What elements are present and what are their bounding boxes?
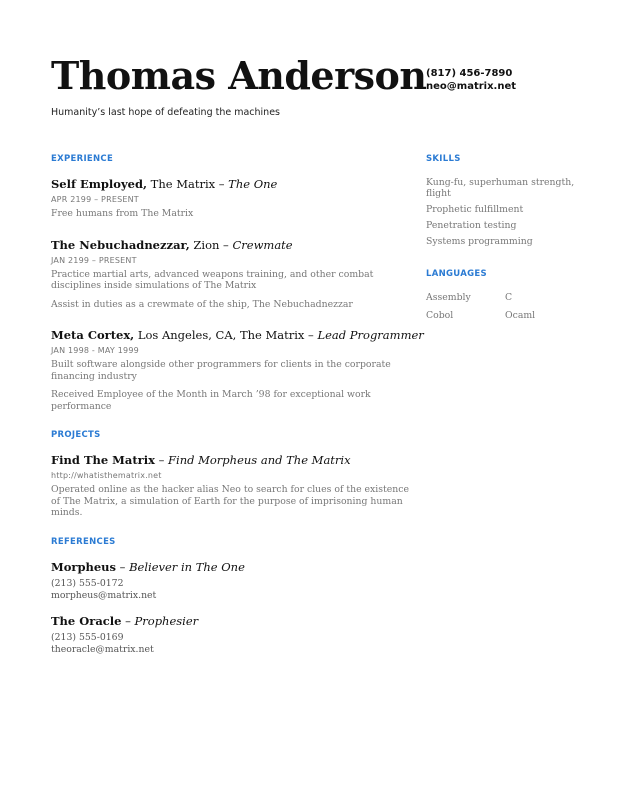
candidate-name: Thomas Anderson: [51, 53, 427, 98]
skill-item: Prophetic fulfillment: [426, 204, 524, 215]
reference-role: Prophesier: [134, 613, 199, 628]
entry-description: Built software alongside other programmers for clients in the corporate financing industry: [51, 359, 391, 382]
entry-heading: [51, 560, 411, 575]
entry-heading: [51, 328, 424, 343]
reference-name: Morpheus: [51, 559, 117, 574]
entry-dash: –: [116, 559, 130, 574]
entry-description: Free humans from The Matrix: [51, 208, 194, 219]
languages-heading: LANGUAGES: [426, 269, 487, 279]
entry-date: JAN 2199 – PRESENT: [51, 255, 137, 265]
entry-role: Lead Programmer: [317, 328, 424, 342]
skill-item: Penetration testing: [426, 220, 517, 231]
phone-number: (817) 456-7890: [426, 68, 513, 79]
entry-dash: –: [219, 237, 233, 252]
entry-dash: –: [154, 453, 169, 467]
reference-name: The Oracle: [51, 613, 122, 628]
tagline: Humanity’s last hope of defeating the machines: [51, 107, 281, 118]
experience-entry: [51, 238, 411, 311]
experience-heading: EXPERIENCE: [51, 154, 114, 164]
entry-date: APR 2199 – PRESENT: [51, 195, 139, 204]
skill-item: Systems programming: [426, 236, 533, 247]
reference-role: Believer in The One: [129, 559, 245, 574]
entry-org: The Nebuchadnezzar,: [51, 237, 190, 252]
entry-location: Los Angeles, CA, The Matrix: [134, 328, 305, 342]
references-heading: REFERENCES: [51, 536, 116, 547]
side-column: [426, 154, 586, 322]
project-entry: [51, 453, 411, 519]
entry-org: Self Employed,: [51, 177, 147, 191]
entry-heading: [51, 177, 411, 192]
language-item: Ocaml: [505, 310, 536, 321]
reference-phone: (213) 555-0169: [51, 631, 124, 643]
project-role: Find Morpheus and The Matrix: [168, 453, 351, 467]
entry-dash: –: [215, 177, 229, 191]
reference-phone: (213) 555-0172: [51, 577, 124, 589]
entry-description: Practice martial arts, advanced weapons training, and other combat disciplines inside simulations of The Matrix: [51, 268, 374, 291]
entry-dash: –: [121, 613, 135, 628]
entry-location: The Matrix: [147, 177, 216, 191]
reference-entry: [51, 614, 411, 656]
language-item: Cobol: [426, 310, 454, 321]
skill-item: Kung-fu, superhuman strength, flight: [426, 177, 575, 199]
reference-entry: [51, 560, 411, 602]
projects-heading: PROJECTS: [51, 430, 101, 440]
entry-location: Zion: [189, 237, 220, 252]
reference-email[interactable]: theoracle@matrix.net: [51, 643, 154, 655]
email-address: neo@matrix.net: [426, 81, 517, 92]
entry-role: The One: [228, 177, 278, 191]
entry-role: Crewmate: [232, 237, 293, 252]
main-column: [51, 154, 424, 674]
entry-dash: –: [304, 328, 318, 342]
entry-description: Received Employee of the Month in March ’98 for exceptional work performance: [51, 389, 371, 412]
project-name: Find The Matrix: [51, 453, 155, 467]
experience-entry: [51, 328, 424, 412]
entry-heading: [51, 614, 411, 629]
project-url[interactable]: http://whatisthematrix.net: [51, 471, 162, 480]
project-description: Operated online as the hacker alias Neo to search for clues of the existence of The Matrix, a simulation of Earth for the purpose of imprisoning human minds.: [51, 484, 409, 518]
entry-description: Assist in duties as a crewmate of the ship, The Nebuchadnezzar: [51, 298, 353, 310]
contact-info: [426, 67, 516, 93]
reference-email[interactable]: morpheus@matrix.net: [51, 589, 157, 601]
entry-heading: [51, 238, 411, 253]
entry-heading: [51, 453, 411, 468]
languages-list: [426, 292, 586, 322]
entry-org: Meta Cortex,: [51, 328, 135, 342]
language-item: Assembly: [426, 292, 471, 303]
skills-heading: SKILLS: [426, 154, 461, 164]
skills-list: [426, 177, 586, 247]
entry-date: JAN 1998 - MAY 1999: [51, 346, 139, 355]
experience-entry: [51, 177, 411, 220]
language-item: C: [505, 292, 513, 303]
